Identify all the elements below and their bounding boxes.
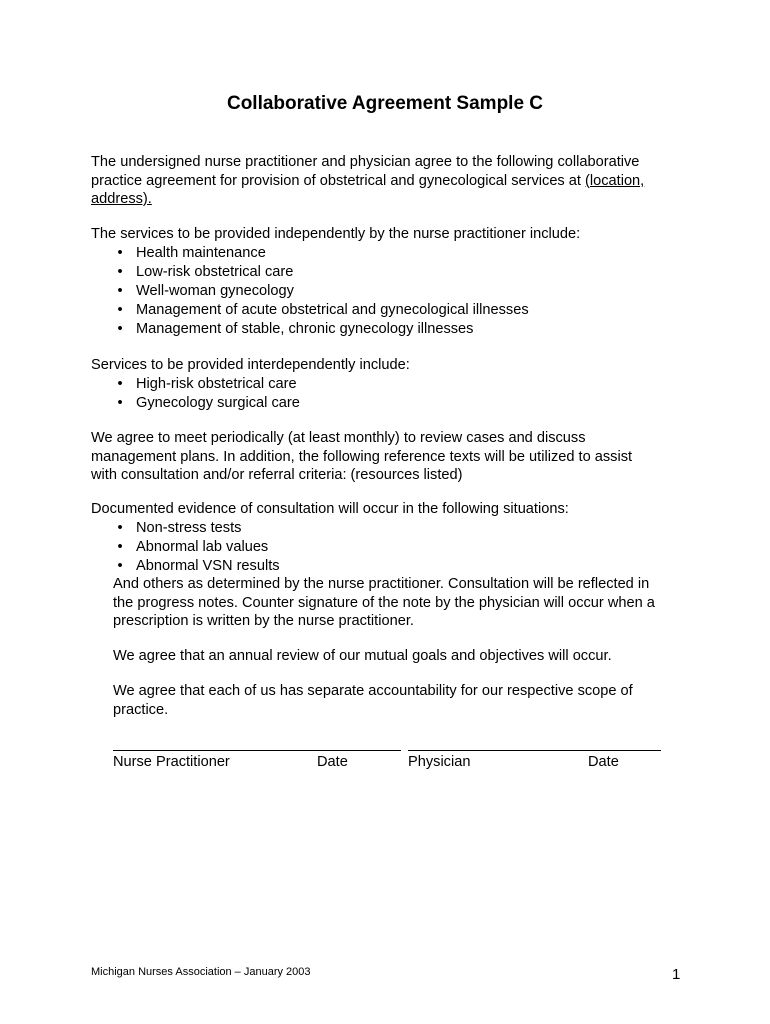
independent-services-list	[114, 244, 674, 339]
bullet-icon: •	[117, 264, 123, 280]
meetings-paragraph: We agree to meet periodically (at least monthly) to review cases and discuss management plans. In addition, the following reference texts will be utilized to assist with consultation and/or referral criteria: (resources listed)	[91, 430, 633, 484]
physician-signature-line	[408, 750, 661, 751]
list-item: • Management of acute obstetrical and gynecological illnesses	[114, 301, 674, 320]
address-placeholder: address).	[91, 191, 152, 208]
bullet-icon: •	[117, 520, 123, 536]
list-item: • Health maintenance	[114, 244, 674, 263]
annual-review-paragraph: We agree that an annual review of our mutual goals and objectives will occur.	[113, 648, 612, 664]
document-title: Collaborative Agreement Sample C	[226, 93, 544, 114]
bullet-icon: •	[117, 245, 123, 261]
list-item: • Gynecology surgical care	[114, 394, 674, 413]
bullet-icon: •	[117, 558, 123, 574]
list-item: • Management of stable, chronic gynecology illnesses	[114, 320, 674, 339]
location-placeholder: (location,	[585, 172, 645, 189]
consultation-paragraph: And others as determined by the nurse practitioner. Consultation will be reflected in the progress notes. Counter signature of the note by the physician will occur when a prescription is written by the nurse practitioner.	[113, 576, 655, 630]
consultation-heading: Documented evidence of consultation will occur in the following situations:	[91, 501, 569, 517]
bullet-icon: •	[117, 283, 123, 299]
independent-services-heading: The services to be provided independently by the nurse practitioner include:	[91, 226, 581, 242]
physician-date-label: Date	[588, 754, 619, 770]
page-number: 1	[672, 966, 681, 983]
intro-line-2	[91, 172, 681, 191]
nurse-signature-line	[113, 750, 401, 751]
bullet-icon: •	[117, 321, 123, 337]
list-item: • Low-risk obstetrical care	[114, 263, 674, 282]
list-item: • Well-woman gynecology	[114, 282, 674, 301]
bullet-icon: •	[117, 376, 123, 392]
list-item: • Abnormal lab values	[114, 538, 674, 557]
nurse-date-label: Date	[317, 754, 348, 770]
accountability-paragraph: We agree that each of us has separate accountability for our respective scope of practice.	[113, 683, 633, 718]
list-item: • Abnormal VSN results	[114, 557, 674, 576]
interdependent-services-list	[114, 375, 674, 413]
bullet-icon: •	[117, 539, 123, 555]
list-item: • High-risk obstetrical care	[114, 375, 674, 394]
list-item: • Non-stress tests	[114, 519, 674, 538]
consultation-list	[114, 519, 674, 576]
intro-paragraph	[91, 153, 681, 209]
intro-line-1: The undersigned nurse practitioner and physician agree to the following collaborative	[91, 154, 640, 170]
interdependent-services-heading: Services to be provided interdependently include:	[91, 357, 410, 373]
physician-label: Physician	[408, 754, 471, 770]
footer-text: Michigan Nurses Association – January 2003	[91, 966, 311, 978]
nurse-practitioner-label: Nurse Practitioner	[113, 754, 230, 770]
intro-line-2-text: practice agreement for provision of obstetrical and gynecological services at	[91, 172, 586, 189]
bullet-icon: •	[117, 395, 123, 411]
bullet-icon: •	[117, 302, 123, 318]
